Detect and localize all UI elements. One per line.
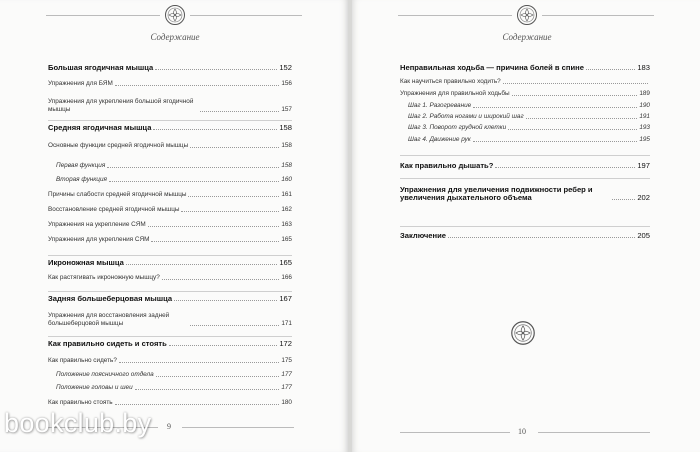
toc-entry-title: Заключение: [400, 231, 447, 240]
toc-page-number: 177: [281, 371, 292, 378]
heading-rule-right: [542, 15, 654, 16]
toc-entry[interactable]: [48, 399, 292, 407]
flower-emblem-icon: [510, 320, 536, 346]
dot-leader: [586, 69, 635, 70]
toc-entry-title: Восстановление средней ягодичной мышцы: [48, 206, 180, 213]
toc-entry-title: Упражнения для укрепления большой ягодичной мышцы: [48, 98, 194, 113]
flower-emblem-icon: [516, 4, 538, 26]
toc-page-number: 158: [279, 123, 292, 132]
toc-page-number: 180: [281, 399, 292, 406]
toc-entry-title: Шаг 1. Разогревание: [408, 102, 472, 109]
toc-entry-title: Упражнения для БЯМ: [48, 80, 113, 87]
dot-leader: [135, 389, 280, 390]
toc-page-number: 167: [279, 294, 292, 303]
dot-leader: [495, 167, 635, 168]
dot-leader: [188, 196, 279, 197]
toc-entry[interactable]: [48, 357, 292, 365]
toc-entry-title: Причины слабости средней ягодичной мышцы: [48, 191, 187, 198]
heading-rule-left: [46, 15, 160, 16]
toc-entry-title: Как правильно стоять: [48, 399, 113, 406]
toc-entry-title: Шаг 4. Движение рук: [408, 136, 471, 143]
dot-leader: [148, 226, 280, 227]
dot-leader: [156, 376, 280, 377]
flower-emblem-icon: [164, 4, 186, 26]
toc-page-number: 175: [281, 357, 292, 364]
section-divider: [400, 178, 650, 179]
toc-page-number: 183: [637, 63, 650, 72]
toc-entry[interactable]: [48, 221, 292, 229]
toc-entry[interactable]: [400, 113, 650, 121]
toc-page-number: 158: [281, 142, 292, 149]
toc-page-number: 195: [639, 136, 650, 143]
toc-entry[interactable]: [48, 274, 292, 282]
toc-entry-title: Неправильная ходьба — причина болей в спине: [400, 63, 584, 72]
toc-page-number: 202: [637, 193, 650, 202]
toc-page-number: 157: [281, 106, 292, 113]
toc-entry-title: Как правильно сидеть и стоять: [48, 339, 167, 348]
toc-entry[interactable]: [400, 78, 650, 86]
toc-entry[interactable]: [48, 191, 292, 199]
toc-entry[interactable]: [400, 90, 650, 98]
toc-entry-title: Положение поясничного отдела: [56, 371, 154, 378]
toc-entry[interactable]: [400, 124, 650, 132]
dot-leader: [153, 129, 277, 130]
footer-rule: [182, 427, 294, 428]
toc-entry-title: Первая функция: [56, 162, 106, 169]
dot-leader: [512, 95, 638, 96]
dot-leader: [473, 107, 637, 108]
toc-entry[interactable]: [48, 236, 292, 244]
toc-page-number: 165: [281, 236, 292, 243]
section-divider: [400, 226, 650, 227]
toc-entry[interactable]: [48, 176, 292, 184]
toc-entry-title: Упражнения для правильной ходьбы: [400, 90, 510, 97]
dot-leader: [115, 85, 280, 86]
dot-leader: [109, 181, 279, 182]
toc-entry-title: Средняя ягодичная мышца: [48, 123, 152, 132]
toc-entry-title: Основные функции средней ягодичной мышцы: [48, 142, 189, 149]
toc-page-number: 165: [279, 258, 292, 267]
dot-leader: [473, 141, 638, 142]
section-divider: [48, 120, 292, 121]
dot-leader: [162, 279, 280, 280]
toc-entry-title: Большая ягодичная мышца: [48, 63, 154, 72]
dot-leader: [115, 404, 280, 405]
heading-rule-right: [190, 15, 302, 16]
toc-entry[interactable]: [48, 384, 292, 392]
toc-entry[interactable]: [48, 98, 292, 114]
toc-entry-title: Шаг 2. Работа ногами и широкий шаг: [408, 113, 524, 120]
table-of-contents-right: [400, 62, 650, 262]
table-of-contents-left: [48, 62, 292, 412]
right-page: [352, 0, 700, 452]
dot-leader: [612, 199, 635, 200]
toc-entry-title: Упражнения для увеличения подвижности ребер и увеличения дыхательного объема: [400, 185, 593, 202]
dot-leader: [190, 325, 279, 326]
toc-page-number: 193: [639, 124, 650, 131]
toc-entry-title: Как научиться правильно ходить?: [400, 78, 501, 85]
toc-entry-title: Упражнения для укрепления СЯМ: [48, 236, 150, 243]
section-divider: [48, 255, 292, 256]
toc-page-number: 172: [279, 339, 292, 348]
dot-leader: [190, 147, 279, 148]
toc-page-number: 163: [281, 221, 292, 228]
page-number: 9: [167, 422, 171, 431]
toc-page-number: 190: [639, 102, 650, 109]
toc-entry[interactable]: [48, 142, 292, 150]
toc-entry[interactable]: [48, 371, 292, 379]
toc-page-number: 161: [281, 191, 292, 198]
toc-entry[interactable]: [48, 162, 292, 170]
dot-leader: [503, 83, 648, 84]
toc-page-number: 162: [281, 206, 292, 213]
dot-leader: [107, 167, 279, 168]
toc-page-number: 156: [281, 80, 292, 87]
toc-entry-title: Как растягивать икроножную мышцу?: [48, 274, 160, 281]
toc-entry-title: Икроножная мышца: [48, 258, 124, 267]
toc-entry-title: Шаг 3. Поворот грудной клетки: [408, 124, 507, 131]
toc-entry[interactable]: [48, 312, 292, 328]
toc-entry-title: Упражнения на укрепление СЯМ: [48, 221, 146, 228]
toc-page-number: 191: [639, 113, 650, 120]
dot-leader: [169, 345, 278, 346]
toc-page-number: 177: [281, 384, 292, 391]
section-divider: [48, 291, 292, 292]
toc-entry-title: Задняя большеберцовая мышца: [48, 294, 173, 303]
toc-page-number: 189: [639, 90, 650, 97]
toc-section-entry[interactable]: [48, 64, 292, 72]
toc-page-number: 166: [281, 274, 292, 281]
dot-leader: [508, 129, 637, 130]
toc-section-entry[interactable]: [400, 64, 650, 72]
section-divider: [48, 336, 292, 337]
toc-entry-title: Положение головы и шеи: [56, 384, 133, 391]
toc-section-entry[interactable]: [400, 232, 650, 240]
toc-page-number: 152: [279, 63, 292, 72]
toc-page-number: 205: [637, 231, 650, 240]
toc-section-entry[interactable]: [48, 259, 292, 267]
toc-section-entry[interactable]: [48, 124, 292, 132]
page-number: 10: [518, 427, 526, 436]
toc-page-number: 160: [281, 176, 292, 183]
dot-leader: [174, 300, 277, 301]
dot-leader: [151, 241, 279, 242]
toc-entry[interactable]: [400, 102, 650, 110]
left-page: [0, 0, 348, 452]
toc-entry-title: Как правильно сидеть?: [48, 357, 117, 364]
dot-leader: [526, 118, 638, 119]
toc-entry[interactable]: [48, 80, 292, 88]
dot-leader: [155, 69, 277, 70]
toc-entry[interactable]: [400, 136, 650, 144]
toc-page-number: 171: [281, 320, 292, 327]
page-heading: Содержание: [502, 32, 552, 42]
toc-page-number: 158: [281, 162, 292, 169]
dot-leader: [119, 362, 279, 363]
toc-section-entry[interactable]: [48, 295, 292, 303]
toc-entry-title: Как правильно дышать?: [400, 161, 494, 170]
dot-leader: [126, 264, 278, 265]
toc-entry-title: Вторая функция: [56, 176, 107, 183]
footer-rule: [538, 432, 650, 433]
toc-entry-title: Упражнения для восстановления задней большеберцовой мышцы: [48, 312, 170, 327]
toc-section-entry[interactable]: [400, 186, 650, 202]
dot-leader: [448, 237, 635, 238]
page-heading: Содержание: [150, 32, 200, 42]
dot-leader: [181, 211, 279, 212]
heading-rule-left: [398, 15, 512, 16]
watermark: bookclub.by: [4, 408, 152, 438]
footer-rule: [400, 432, 510, 433]
toc-section-entry[interactable]: [400, 162, 650, 170]
section-divider: [400, 155, 650, 156]
dot-leader: [200, 111, 279, 112]
toc-page-number: 197: [637, 161, 650, 170]
toc-section-entry[interactable]: [48, 340, 292, 348]
toc-entry[interactable]: [48, 206, 292, 214]
